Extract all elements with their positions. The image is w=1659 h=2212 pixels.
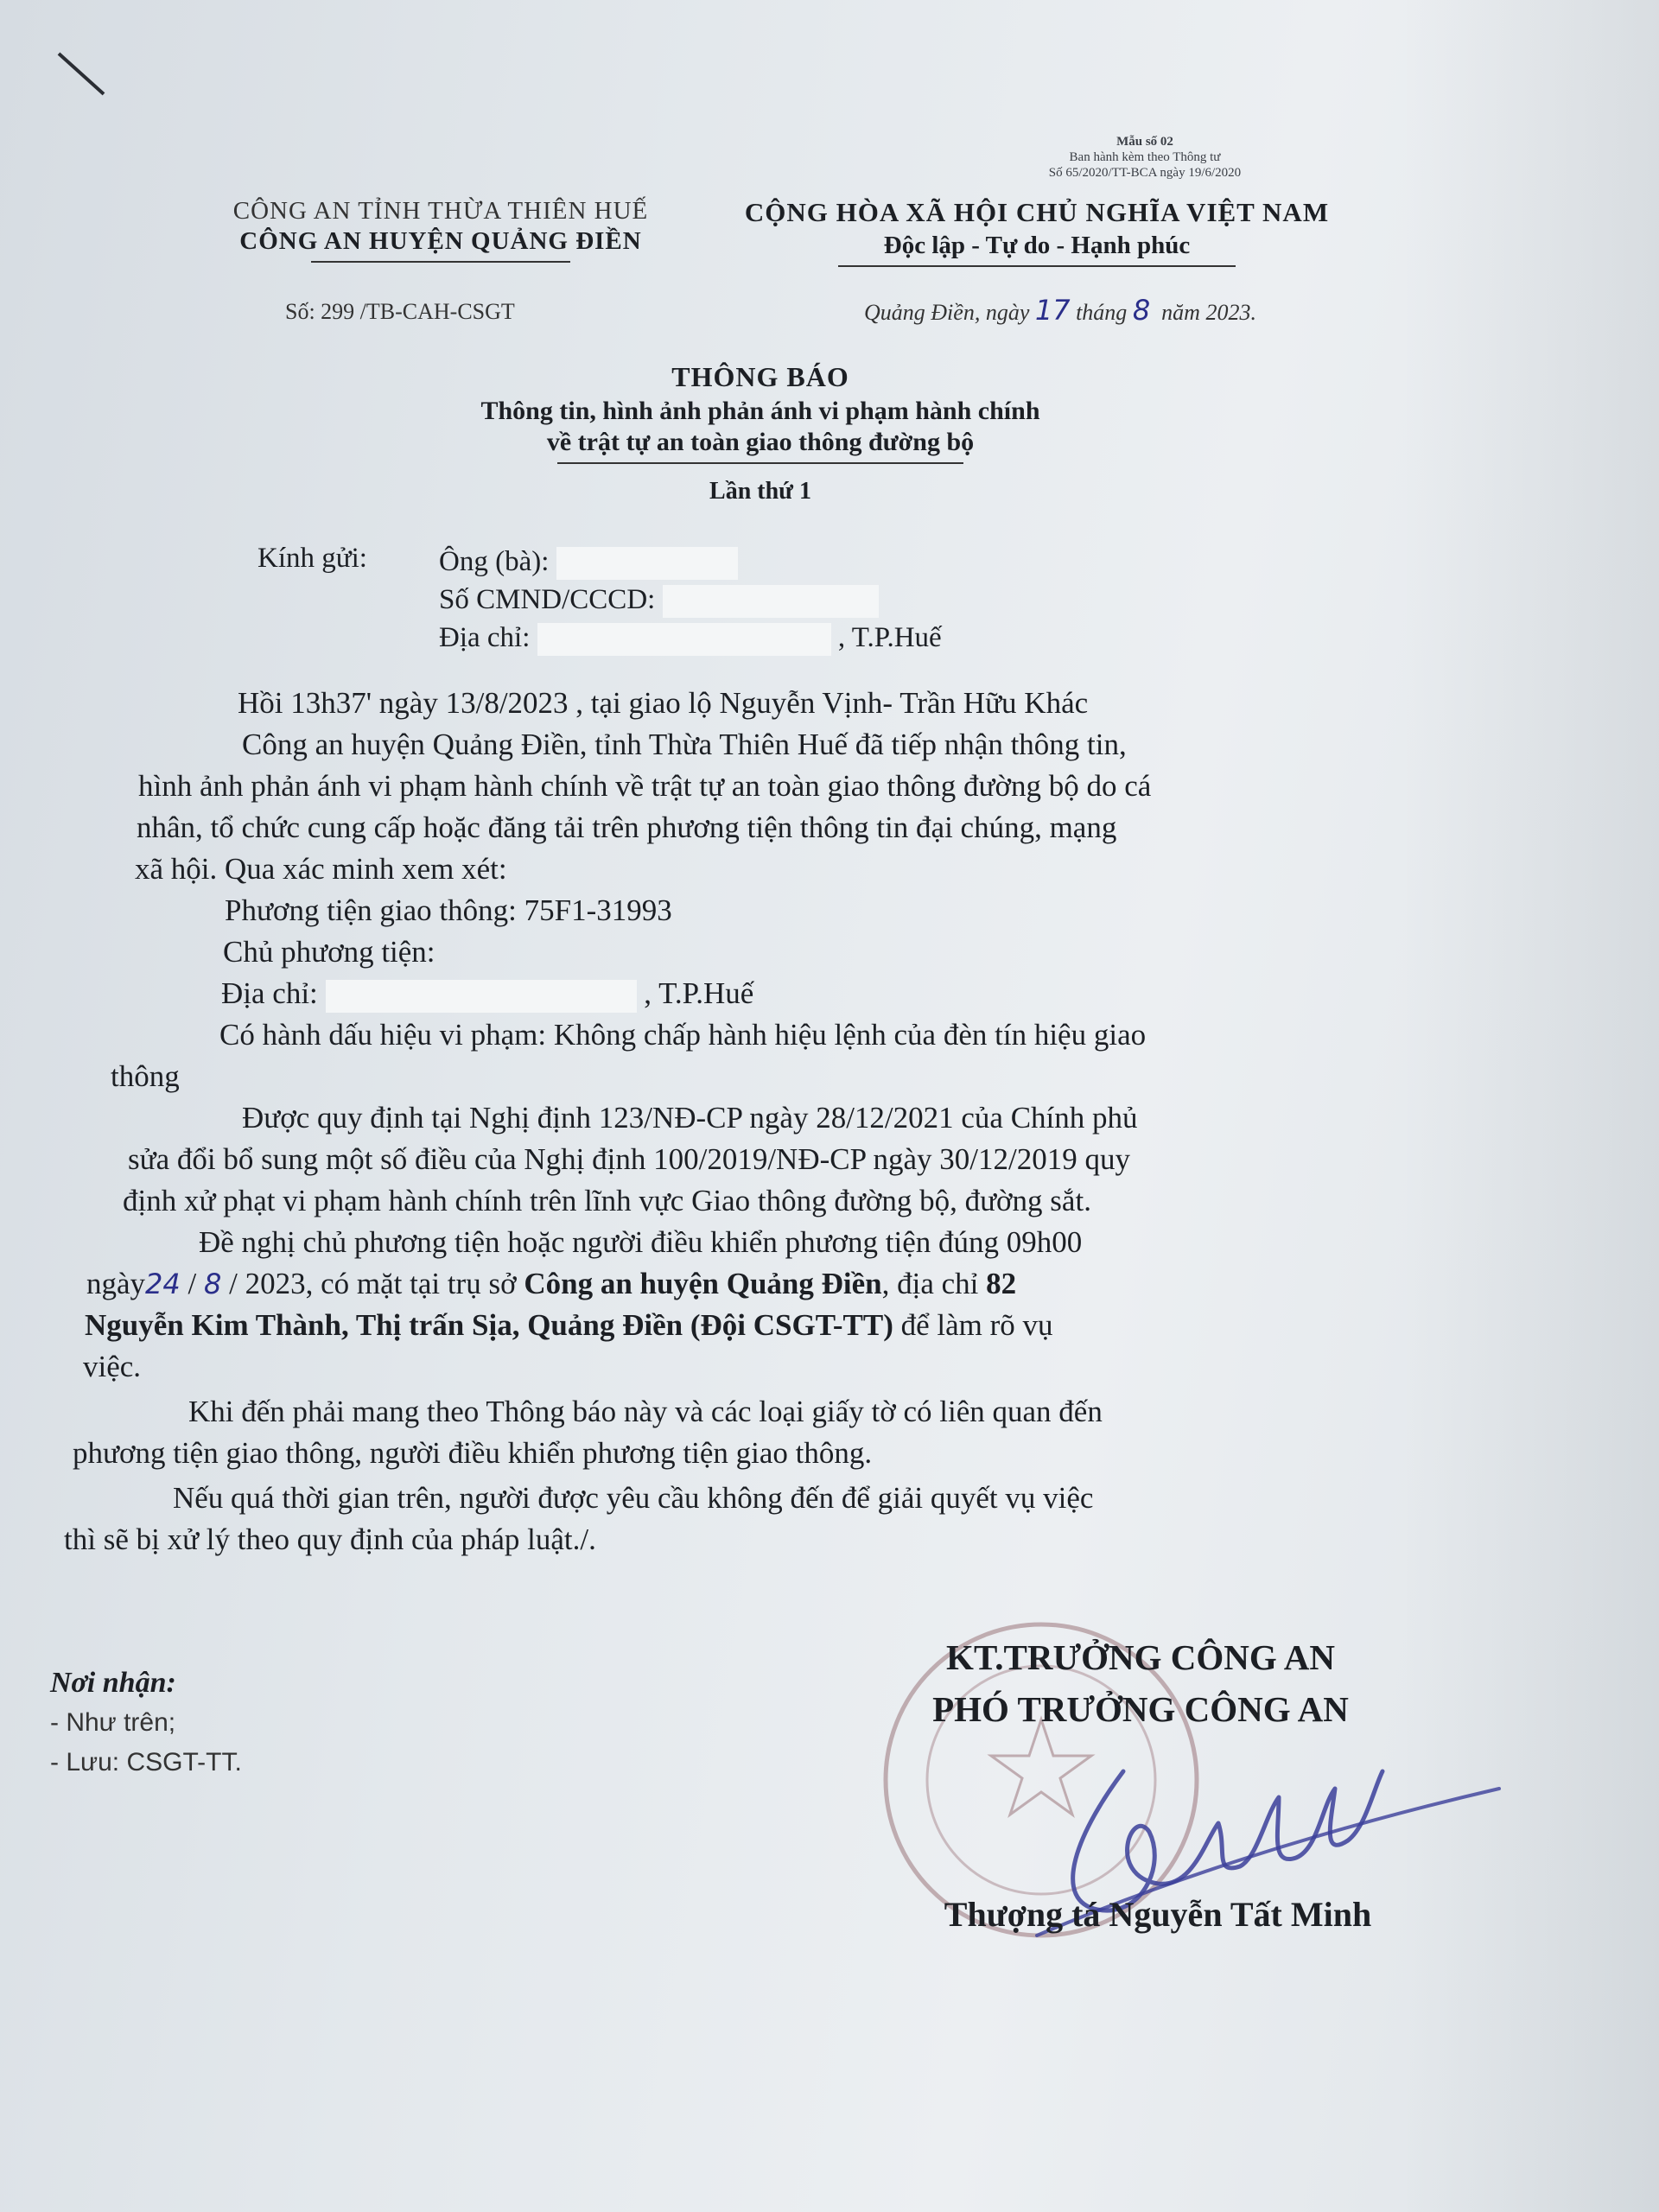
nation-motto: Độc lập - Tự do - Hạnh phúc	[883, 232, 1191, 259]
body-line: hình ảnh phản ánh vi phạm hành chính về trật tự an toàn giao thông đường bộ do cá	[138, 769, 1152, 803]
authority-line2: PHÓ TRƯỞNG CÔNG AN	[932, 1689, 1349, 1729]
body-line: nhân, tổ chức cung cấp hoặc đăng tải trên phương tiện thông tin đại chúng, mạng	[137, 810, 1117, 844]
title-underline	[557, 462, 963, 464]
recipient-block	[439, 543, 942, 657]
handwritten-request-month: 8	[204, 1268, 222, 1300]
bring-docs-line: Khi đến phải mang theo Thông báo này và các loại giấy tờ có liên quan đến	[188, 1395, 1103, 1428]
signer-name: Thượng tá Nguyễn Tất Minh	[944, 1895, 1372, 1934]
signature-authority	[864, 1631, 1417, 1735]
violation-line: Có hành dấu hiệu vi phạm: Không chấp hành hiệu lệnh của đèn tín hiệu giao	[219, 1018, 1147, 1052]
national-heading	[709, 197, 1365, 267]
request-address-line	[60, 1305, 1460, 1346]
recipient-name-row	[439, 543, 942, 581]
recipient-id-label: Số CMND/CCCD:	[439, 584, 656, 615]
place-label: Quảng Điền, ngày	[864, 300, 1030, 325]
legal-basis-line: Được quy định tại Nghị định 123/NĐ-CP ngày 28/12/2021 của Chính phủ	[242, 1101, 1138, 1135]
request-date-line	[60, 1263, 1460, 1305]
form-issued-line2: Số 65/2020/TT-BCA ngày 19/6/2020	[1048, 166, 1242, 180]
notice-body	[60, 683, 1460, 1560]
handwritten-request-day: 24	[145, 1268, 181, 1300]
nation-name: CỘNG HÒA XÃ HỘI CHỦ NGHĨA VIỆT NAM	[744, 197, 1330, 227]
request-day-prefix: ngày	[86, 1267, 146, 1300]
form-reference	[985, 134, 1305, 181]
owner-address-label: Địa chỉ:	[221, 976, 318, 1010]
org-name: CÔNG AN HUYỆN QUẢNG ĐIỀN	[239, 227, 642, 255]
distribution-item: - Như trên;	[50, 1708, 176, 1737]
bring-docs-line: phương tiện giao thông, người điều khiển phương tiện giao thông.	[73, 1436, 873, 1470]
recipient-name-label: Ông (bà):	[439, 546, 550, 577]
recipient-address-city: , T.P.Huế	[837, 622, 942, 653]
distribution-item: - Lưu: CSGT-TT.	[50, 1748, 242, 1777]
owner-label: Chủ phương tiện:	[223, 935, 435, 969]
form-issued-line1: Ban hành kèm theo Thông tư	[1069, 150, 1221, 164]
legal-basis-line: sửa đổi bổ sung một số điều của Nghị định 100/2019/NĐ-CP ngày 30/12/2019 quy	[128, 1142, 1130, 1176]
legal-basis-line: định xử phạt vi phạm hành chính trên lĩnh vực Giao thông đường bộ, đường sắt.	[123, 1184, 1091, 1217]
org-parent: CÔNG AN TỈNH THỪA THIÊN HUẾ	[232, 197, 649, 225]
authority-line1: KT.TRƯỞNG CÔNG AN	[946, 1637, 1335, 1677]
year-label: năm 2023.	[1161, 300, 1256, 325]
warning-line: thì sẽ bị xử lý theo quy định của pháp luật./.	[64, 1522, 596, 1556]
request-line: Đề nghị chủ phương tiện hoặc người điều khiển phương tiện đúng 09h00	[199, 1225, 1083, 1259]
month-label: tháng	[1076, 300, 1128, 325]
request-org: Công an huyện Quảng Điền	[524, 1267, 882, 1300]
distribution-heading: Nơi nhận:	[50, 1667, 176, 1699]
document-number: Số: 299 /TB-CAH-CSGT	[285, 299, 515, 324]
handwritten-month: 8	[1132, 294, 1151, 327]
title-occurrence: Lần thứ 1	[709, 478, 811, 505]
notice-title	[285, 361, 1236, 505]
owner-address-city: , T.P.Huế	[644, 976, 754, 1010]
request-address: Nguyễn Kim Thành, Thị trấn Sịa, Quảng Điền (Đội CSGT-TT)	[85, 1308, 893, 1342]
redacted-name	[556, 547, 738, 580]
incident-time-place: Hồi 13h37' ngày 13/8/2023 , tại giao lộ Nguyễn Vịnh- Trần Hữu Khác	[238, 686, 1089, 720]
title-main: THÔNG BÁO	[671, 361, 849, 392]
request-end: để làm rõ vụ	[900, 1308, 1053, 1342]
request-addr-label: , địa chỉ	[881, 1267, 979, 1300]
redacted-address	[537, 623, 831, 656]
distribution-list	[50, 1663, 242, 1783]
request-addr-no: 82	[986, 1267, 1017, 1300]
issuing-organization	[186, 197, 696, 263]
redacted-owner-address	[326, 980, 637, 1013]
pen-mark	[58, 53, 105, 96]
body-line: xã hội. Qua xác minh xem xét:	[135, 852, 507, 886]
request-year: / 2023, có mặt tại trụ sở	[229, 1267, 517, 1300]
title-sub1: Thông tin, hình ảnh phản ánh vi phạm hành chính	[480, 397, 1040, 425]
recipient-address-label: Địa chỉ:	[439, 622, 531, 653]
request-end-line: việc.	[83, 1350, 142, 1383]
date-separator: /	[188, 1267, 197, 1300]
handwritten-day: 17	[1034, 294, 1071, 327]
redacted-id	[663, 585, 879, 618]
owner-address-row	[60, 973, 1460, 1014]
violation-line: thông	[111, 1059, 180, 1093]
place-date	[864, 294, 1256, 327]
title-sub2: về trật tự an toàn giao thông đường bộ	[546, 428, 975, 456]
vehicle-plate: Phương tiện giao thông: 75F1-31993	[225, 893, 672, 927]
body-line: Công an huyện Quảng Điền, tỉnh Thừa Thiên Huế đã tiếp nhận thông tin,	[242, 728, 1127, 761]
recipient-id-row	[439, 581, 942, 619]
motto-underline	[838, 265, 1236, 267]
org-underline	[311, 261, 570, 263]
warning-line: Nếu quá thời gian trên, người được yêu cầu không đến để giải quyết vụ việc	[173, 1481, 1094, 1515]
recipient-address-row	[439, 619, 942, 657]
salutation: Kính gửi:	[257, 543, 367, 574]
form-number: Mẫu số 02	[1116, 135, 1173, 149]
